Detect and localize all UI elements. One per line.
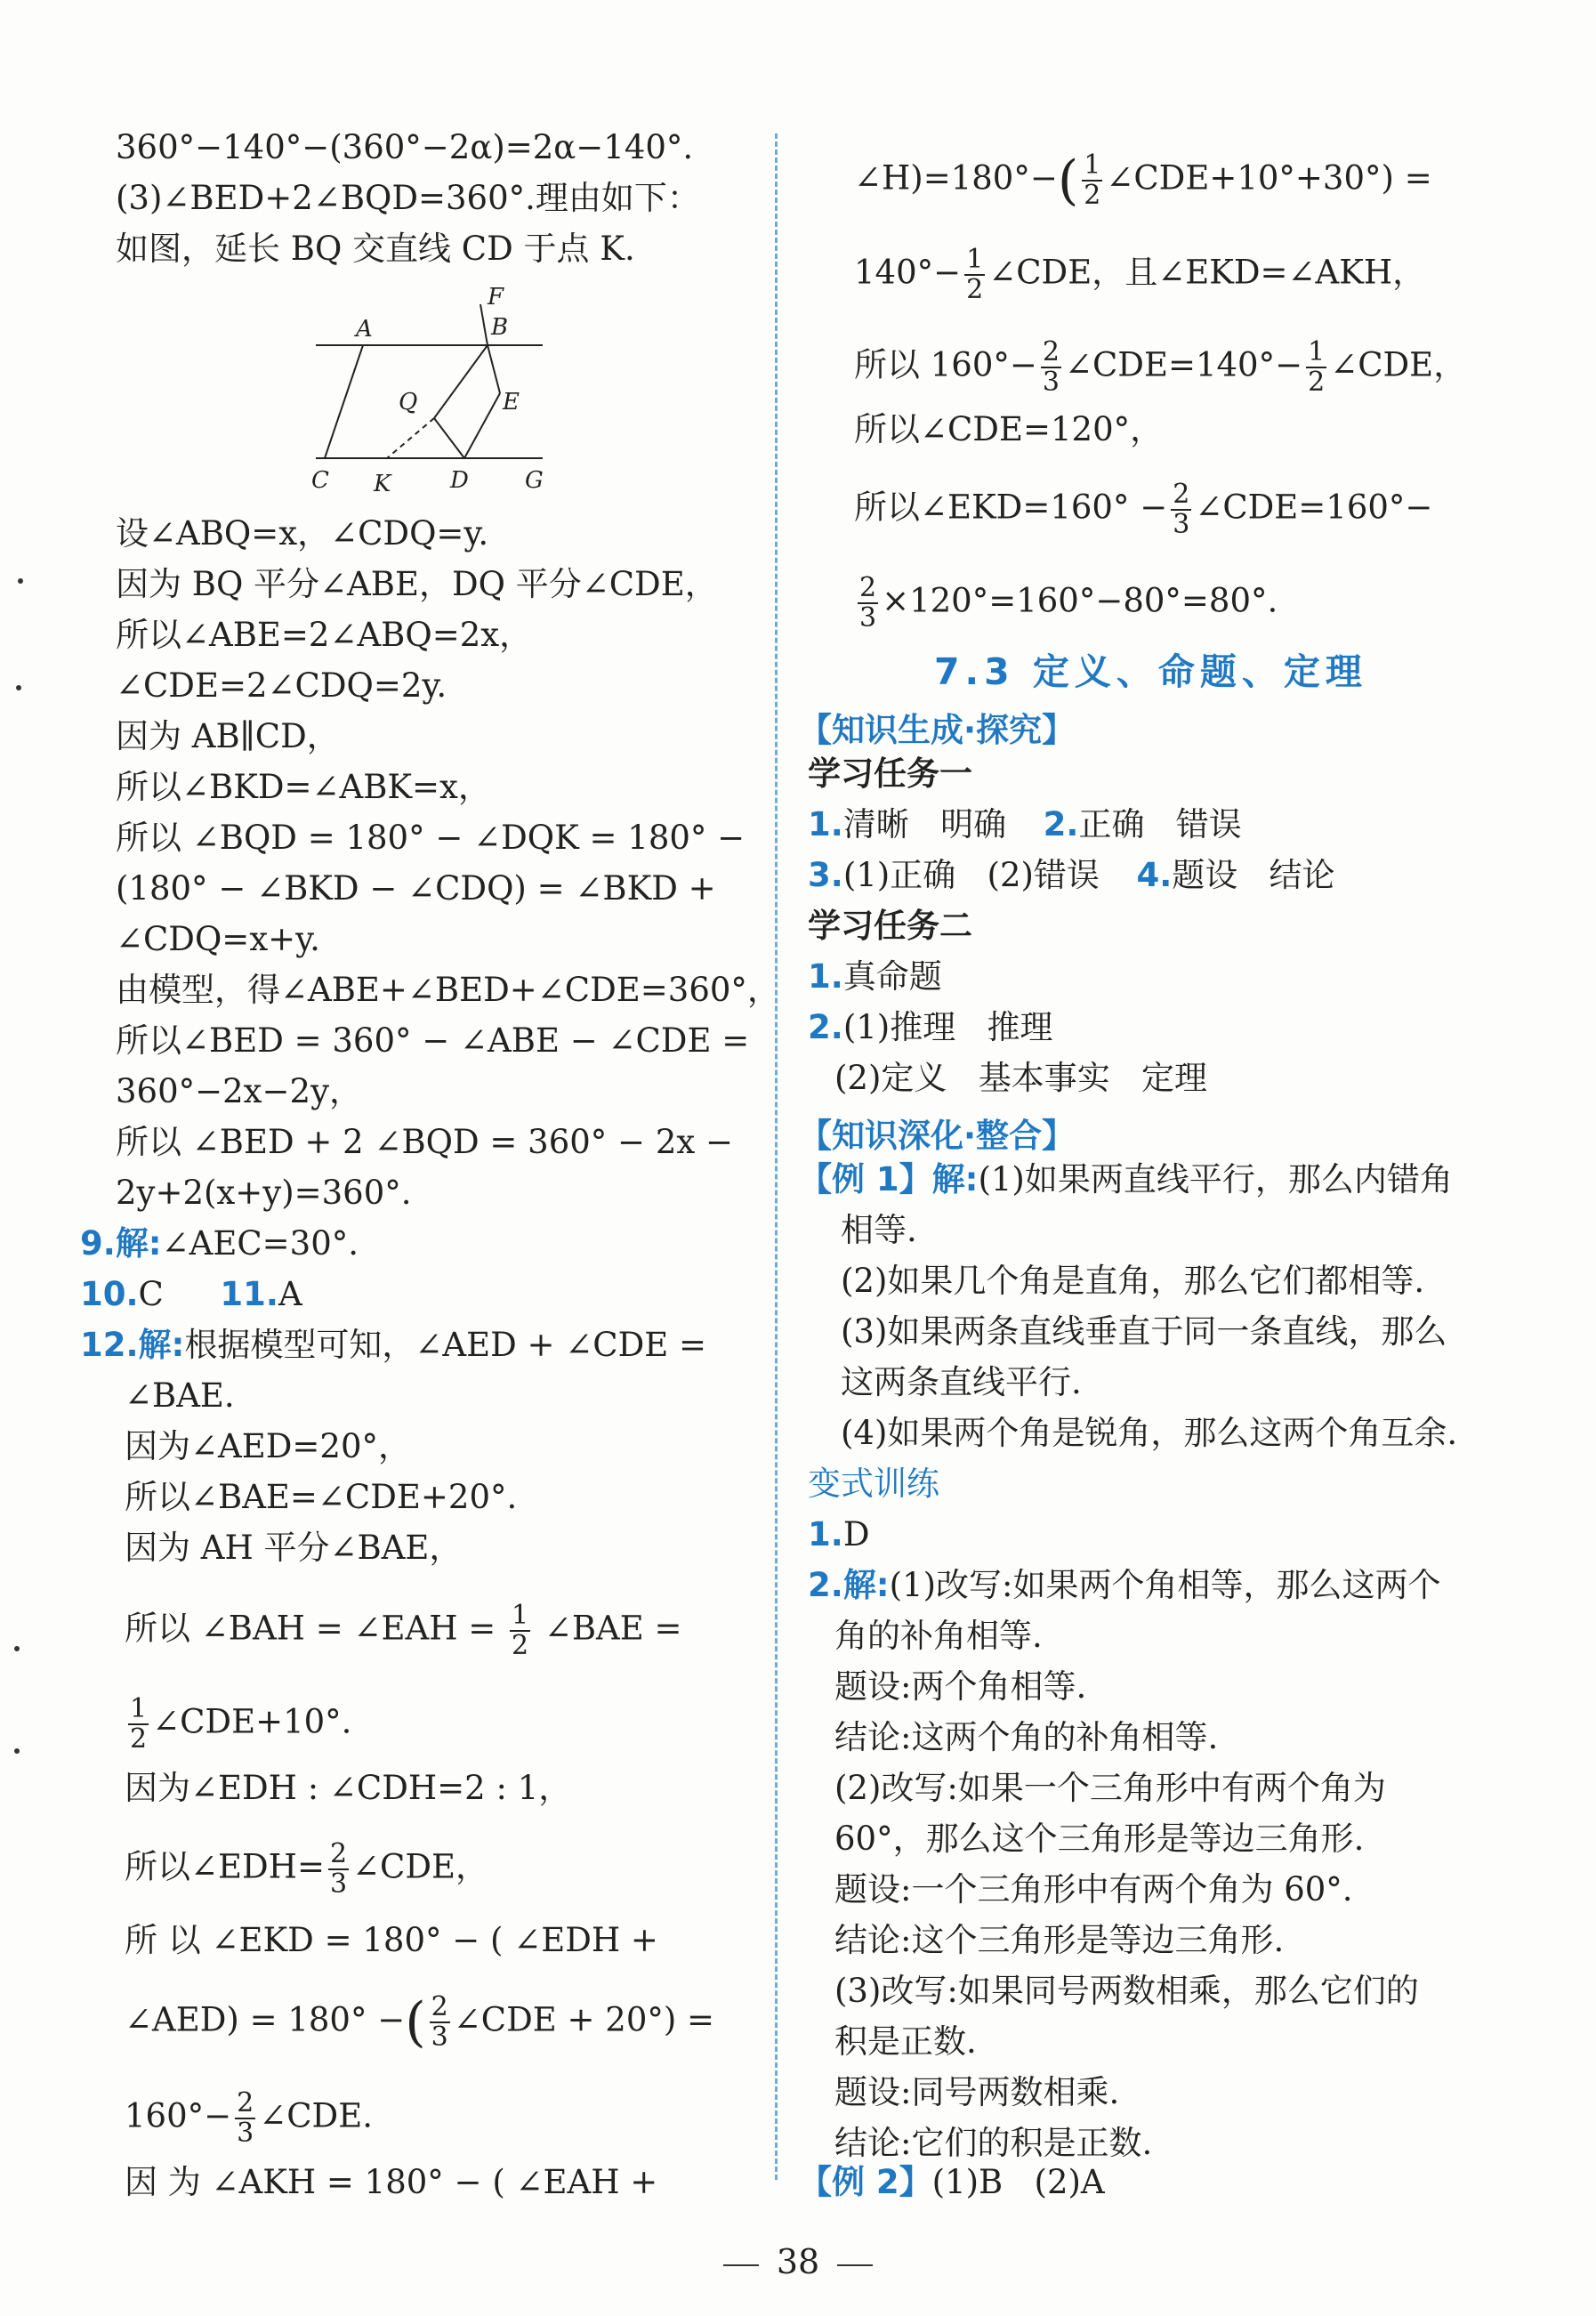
example-1 — [799, 1159, 1453, 1200]
question-number: 2. — [1043, 805, 1079, 843]
task-heading: 学习任务二 — [808, 907, 972, 945]
text-line — [854, 480, 1432, 539]
label-A: A — [356, 316, 373, 343]
page-number — [0, 2242, 1596, 2281]
numerator: 2 — [859, 572, 877, 603]
text-line: 题设:两个角相等. — [834, 1667, 1087, 1706]
question-number: 2. — [808, 1008, 843, 1046]
question-number: 11. — [220, 1275, 278, 1313]
answer-text: A — [278, 1275, 302, 1313]
answer-line: (2)定义 基本事实 定理 — [834, 1059, 1207, 1097]
answer-text: D — [842, 1515, 870, 1553]
text-segment: ×120°=160°−80°=80°. — [882, 581, 1278, 620]
denominator: 3 — [237, 2118, 254, 2149]
answer-line — [808, 956, 942, 997]
text-segment: ∠CDE， — [352, 1847, 489, 1886]
text-segment: ∠CDE=160°− — [1195, 488, 1433, 527]
answer-text: (1)B (2)A — [931, 2163, 1105, 2201]
answer-text: C — [138, 1275, 164, 1313]
numerator: 2 — [329, 1838, 348, 1869]
section-heading: 【知识深化·整合】 — [799, 1117, 1076, 1155]
text-segment: 所以∠EKD=160° − — [854, 488, 1168, 527]
numerator: 1 — [966, 244, 984, 275]
text-line: 积是正数. — [834, 2022, 977, 2061]
answer-text: ∠AEC=30°. — [161, 1224, 359, 1263]
text-segment: ∠CDE+10°. — [152, 1702, 352, 1741]
denominator: 2 — [512, 1630, 529, 1661]
denominator: 2 — [1308, 367, 1326, 398]
text-line: 所以 ∠BED + 2 ∠BQD = 360° − 2x − — [116, 1123, 733, 1161]
text-line: 所以∠ABE=2∠ABQ=2x， — [116, 616, 533, 654]
geometry-figure — [302, 285, 560, 498]
text-segment: ∠CDE=140°− — [1064, 345, 1303, 384]
answer-text: (1)如果两直线平行，那么内错角 — [978, 1160, 1453, 1198]
fraction — [328, 1840, 349, 1899]
margin-dot — [14, 1748, 20, 1754]
text-line: 因为 BQ 平分∠ABE，DQ 平分∠CDE， — [116, 565, 718, 603]
margin-dot — [14, 1646, 20, 1651]
question-number: 1. — [808, 957, 843, 996]
answer-text: (1)正确 (2)错误 — [842, 856, 1100, 894]
text-line: 结论:这两个角的补角相等. — [834, 1718, 1219, 1756]
text-segment: ∠H)=180°− — [854, 158, 1058, 198]
text-line: 题设:同号两数相乘. — [834, 2073, 1120, 2111]
answer-text: 题设 结论 — [1172, 856, 1335, 894]
text-line: (180° − ∠BKD − ∠CDQ) = ∠BKD + — [116, 869, 716, 908]
text-segment: ∠CDE + 20°) = — [453, 2000, 715, 2039]
text-line: 角的补角相等. — [834, 1617, 1043, 1655]
text-line — [125, 2089, 373, 2148]
solution-tag: 解: — [842, 1566, 890, 1604]
answer-text: (1)推理 推理 — [842, 1008, 1053, 1046]
label-D: D — [450, 467, 469, 494]
text-segment: 160°− — [125, 2096, 232, 2135]
text-line — [854, 574, 1278, 633]
label-B: B — [491, 314, 509, 341]
margin-dot — [16, 685, 21, 690]
text-line: 所 以 ∠EKD = 180° − ( ∠EDH + — [125, 1921, 658, 1959]
text-line — [125, 1695, 351, 1754]
text-line: (3)改写:如果同号两数相乘，那么它们的 — [834, 1972, 1419, 2010]
text-line: 因为∠AED=20°， — [125, 1427, 411, 1465]
question-number: 10. — [80, 1275, 139, 1313]
text-line: 因 为 ∠AKH = 180° − ( ∠EAH + — [125, 2163, 658, 2201]
label-K: K — [374, 471, 391, 497]
text-segment: ∠CDE， — [1330, 345, 1467, 384]
numerator: 2 — [237, 2087, 254, 2118]
question-number: 9. — [80, 1224, 116, 1263]
text-line: 结论:它们的积是正数. — [834, 2124, 1153, 2162]
question-9 — [80, 1223, 359, 1264]
text-line: ∠CDQ=x+y. — [116, 920, 320, 958]
variant-heading: 变式训练 — [808, 1465, 939, 1503]
denominator: 2 — [1084, 180, 1101, 211]
denominator: 3 — [1173, 509, 1190, 540]
numerator: 1 — [1084, 149, 1101, 181]
text-line: 360°−2x−2y， — [116, 1072, 362, 1110]
text-line: 因为 AB∥CD， — [116, 717, 340, 755]
answer-line — [808, 1565, 1441, 1606]
question-number: 1. — [808, 805, 843, 843]
margin-dot — [18, 578, 23, 584]
question-10-11 — [80, 1274, 302, 1315]
label-E: E — [503, 389, 520, 416]
label-G: G — [525, 467, 544, 494]
question-12 — [80, 1325, 706, 1366]
example-tag: 【例 1】 — [799, 1160, 932, 1198]
numerator: 1 — [130, 1693, 148, 1724]
text-line — [125, 1840, 488, 1899]
fraction — [128, 1695, 149, 1754]
answer-text: 根据模型可知，∠AED + ∠CDE = — [184, 1326, 707, 1364]
numerator: 2 — [1042, 336, 1060, 367]
text-line: 2y+2(x+y)=360°. — [116, 1174, 412, 1212]
answer-text: 正确 错误 — [1078, 805, 1242, 843]
label-F: F — [488, 285, 504, 311]
question-number: 3. — [808, 856, 843, 894]
answer-text: 真命题 — [842, 957, 942, 996]
text-line — [125, 1602, 682, 1660]
numerator: 1 — [1308, 336, 1326, 367]
page-dash — [837, 2264, 873, 2266]
text-line: 结论:这个三角形是等边三角形. — [834, 1921, 1285, 1959]
denominator: 3 — [1042, 367, 1060, 398]
text-line: (4)如果两个角是锐角，那么这两个角互余. — [841, 1414, 1458, 1452]
solution-tag: 解: — [115, 1224, 162, 1263]
question-number: 12. — [80, 1326, 139, 1364]
fraction — [964, 246, 985, 304]
denominator: 3 — [329, 1868, 348, 1900]
answer-text: (1)改写:如果两个角相等，那么这两个 — [889, 1566, 1441, 1604]
text-segment: 140°− — [854, 253, 962, 292]
text-segment: ∠CDE+10°+30°) = — [1106, 158, 1432, 198]
text-line: 因为 AH 平分∠BAE， — [125, 1529, 463, 1567]
example-tag: 【例 2】 — [799, 2163, 932, 2201]
text-line: 所以∠BED = 360° − ∠ABE − ∠CDE = — [116, 1021, 750, 1060]
fraction — [430, 1993, 450, 2052]
text-line: 由模型，得∠ABE+∠BED+∠CDE=360°， — [116, 971, 780, 1009]
page-number-text: 38 — [776, 2242, 820, 2281]
text-line: ∠CDE=2∠CDQ=2y. — [116, 666, 447, 705]
text-line: 相等. — [841, 1211, 917, 1249]
question-number: 1. — [808, 1515, 843, 1553]
text-line: 60°，那么这个三角形是等边三角形. — [834, 1820, 1365, 1858]
fraction — [1171, 480, 1191, 539]
section-heading: 【知识生成·探究】 — [799, 711, 1076, 749]
page-dash — [723, 2264, 759, 2266]
denominator: 2 — [130, 1723, 148, 1755]
text-line: 设∠ABQ=x，∠CDQ=y. — [116, 514, 489, 553]
text-line: 所以 ∠BQD = 180° − ∠DQK = 180° − — [116, 819, 746, 857]
text-line: (2)改写:如果一个三角形中有两个角为 — [834, 1769, 1386, 1807]
numerator: 1 — [512, 1600, 529, 1631]
solution-tag: 解: — [931, 1160, 979, 1198]
text-line: ∠BAE. — [125, 1376, 235, 1415]
section-title: 7.3 定义、命题、定理 — [934, 650, 1367, 693]
text-segment: 所以 ∠BAH = ∠EAH = — [125, 1609, 496, 1648]
question-number: 4. — [1136, 856, 1173, 894]
denominator: 3 — [859, 602, 877, 633]
text-segment: ∠CDE. — [259, 2096, 373, 2135]
text-line: (3)如果两条直线垂直于同一条直线，那么 — [841, 1312, 1447, 1351]
text-line: 因为∠EDH : ∠CDH=2 : 1， — [125, 1769, 572, 1807]
text-line: 题设:一个三角形中有两个角为 60°. — [834, 1870, 1353, 1908]
paren: ( — [1057, 149, 1079, 212]
text-line: 所以∠BKD=∠ABK=x， — [116, 768, 491, 806]
text-segment: ∠AED) = 180° − — [125, 2000, 406, 2039]
numerator: 2 — [1173, 479, 1190, 510]
text-segment: 所以 160°− — [854, 345, 1037, 384]
text-line — [854, 246, 1425, 304]
text-line — [125, 1993, 714, 2052]
answer-line — [808, 1007, 1053, 1048]
text-segment: ∠BAE = — [544, 1609, 682, 1648]
fraction — [1041, 338, 1061, 397]
fraction — [1306, 338, 1326, 397]
denominator: 3 — [431, 2021, 448, 2053]
column-divider — [775, 133, 778, 2180]
label-Q: Q — [399, 389, 418, 416]
text-line: (3)∠BED+2∠BQD=360°.理由如下： — [116, 179, 700, 217]
answer-line — [808, 855, 1335, 896]
fraction — [858, 574, 878, 633]
solution-tag: 解: — [138, 1326, 185, 1364]
text-line: 如图，延长 BQ 交直线 CD 于点 K. — [116, 230, 635, 268]
fraction — [1082, 151, 1102, 210]
fraction — [510, 1602, 530, 1660]
fraction — [235, 2089, 255, 2148]
text-segment: ∠CDE，且∠EKD=∠AKH， — [988, 253, 1426, 292]
answer-line — [808, 1514, 869, 1555]
text-line — [854, 151, 1432, 210]
text-segment: 所以∠EDH= — [125, 1847, 325, 1886]
example-2 — [799, 2162, 1105, 2203]
denominator: 2 — [966, 274, 984, 305]
paren: ( — [405, 1991, 426, 2054]
text-line: 所以∠CDE=120°， — [854, 410, 1164, 448]
text-line — [854, 338, 1466, 397]
text-line: 360°−140°−(360°−2α)=2α−140°. — [116, 128, 694, 166]
numerator: 2 — [431, 1991, 448, 2022]
question-number: 2. — [808, 1566, 843, 1604]
text-line: 这两条直线平行. — [841, 1363, 1082, 1401]
text-line: (2)如果几个角是直角，那么它们都相等. — [841, 1262, 1425, 1300]
text-line: 所以∠BAE=∠CDE+20°. — [125, 1478, 518, 1516]
label-C: C — [311, 467, 329, 494]
answer-line — [808, 804, 1242, 845]
answer-text: 清晰 明确 — [842, 805, 1007, 843]
task-heading: 学习任务一 — [808, 755, 972, 793]
